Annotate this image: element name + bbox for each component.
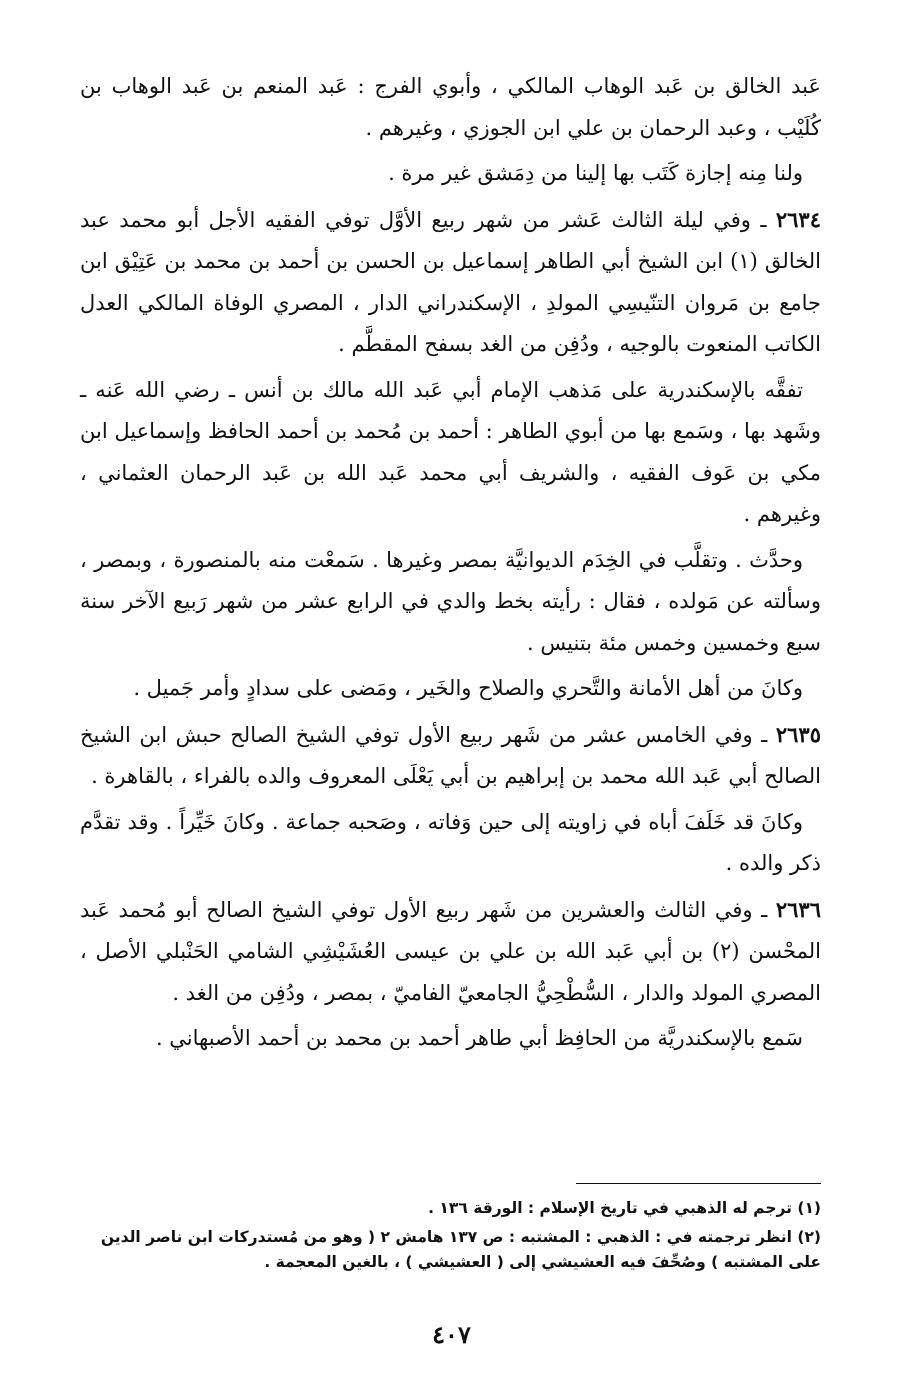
footnote-separator <box>576 1183 821 1184</box>
paragraph-5: وحدَّث . وتقلَّب في الخِدَم الديوانيَّة بمصر وغيرها . سَمعْت منه بالمنصورة ، وبمصر ، وسألته عن مَولده ، فقال : رأيته بخط والدي في الرابع عشر من شهر رَبيع الآخر سنة سبع وخمسين وخمس مئة بتنيس . <box>80 547 821 655</box>
footnotes <box>80 1196 821 1279</box>
entry-text: ـ وفي الثالث والعشرين من شَهر ربيع الأول توفي الشيخ الصالح أبو مُحمد عَبد المحْسن (٢) بن أبي عَبد الله بن علي بن عيسى العُشَيْشِي الشامي الحَنْبلي الأصل ، المصري المولد والدار ، السُّطْحِيُّ الجامعيّ الفاميّ ، بمصر ، ودُفِن من الغد . <box>80 897 821 1005</box>
paragraph-1: عَبد الخالق بن عَبد الوهاب المالكي ، وأبوي الفرج : عَبد المنعم بن عَبد الوهاب بن كُلَيْب ، وعبد الرحمان بن علي ابن الجوزي ، وغيرهم . <box>80 74 821 140</box>
paragraph-4: تفقَّه بالإسكندرية على مَذهب الإمام أبي عَبد الله مالك بن أنس ـ رضي الله عَنه ـ وشَهد بها ، وسَمع بها من أبوي الطاهر : أحمد بن مُحمد بن أحمد الحافظ وإسماعيل ابن مكي بن عَوف الفقيه ، والشريف أبي محمد عَبد الله بن عَبد الرحمان العثماني ، وغيرهم . <box>79 377 821 526</box>
entry-text: ـ وفي ليلة الثالث عَشر من شهر ربيع الأوَّل توفي الفقيه الأجل أبو محمد عبد الخالق (١) ابن الشيخ أبي الطاهر إسماعيل بن الحسن بن أحمد بن محمد بن عَتِيْق ابن جامع بن مَروان التنّيسِي المولدِ ، الإسكندراني الدار ، المصري الوفاة المالكي العدل الكاتب المنعوت بالوجيه ، ودُفِن من الغد بسفح المقطَّم . <box>80 207 822 356</box>
entry-2635 <box>80 714 821 798</box>
paragraph-8: وكانَ قد خَلَفَ أباه في زاويته إلى حين وَفاته ، وصَحبه جماعة . وكانَ خَيِّراً . وقد تقدَّم ذكر والده . <box>80 809 821 875</box>
paragraph-10: سَمع بالإسكندريَّة من الحافِظ أبي طاهر أحمد بن محمد بن أحمد الأصبهاني . <box>155 1026 803 1050</box>
footnote-1: (١) ترجم له الذهبي في تاريخ الإسلام : الورقة ١٣٦ . <box>428 1199 821 1217</box>
main-text <box>80 66 821 1064</box>
entry-2634 <box>80 199 821 366</box>
entry-number: ٢٦٣٥ <box>775 721 821 747</box>
entry-text: ـ وفي الخامس عشر من شَهر ربيع الأول توفي الشيخ الصالح حبش ابن الشيخ الصالح أبي عَبد الله محمد بن إبراهيم بن أبي يَعْلَى المعروف والده بالفراء ، بالقاهرة . <box>80 722 821 788</box>
entry-number: ٢٦٣٦ <box>775 896 821 922</box>
paragraph-6: وكانَ من أهل الأمانة والتَّحري والصلاح والخَير ، ومَضى على سدادٍ وأمر جَميل . <box>133 676 803 700</box>
entry-2636 <box>80 889 821 1015</box>
page-number: ٤٠٧ <box>432 1320 471 1349</box>
footnote-2: (٢) انظر ترجمته في : الذهبي : المشتبه : ص ١٣٧ هامش ٢ ( وهو من مُستدركات ابن ناصر الدين على المشتبه ) وصُحِّفَ فيه العشيشي إلى ( العشيشي ) ، بالغين المعجمة . <box>100 1228 821 1271</box>
entry-number: ٢٦٣٤ <box>775 206 821 232</box>
paragraph-2: ولنا مِنه إجازة كَتَب بها إلينا من دِمَشق غير مرة . <box>388 161 803 185</box>
